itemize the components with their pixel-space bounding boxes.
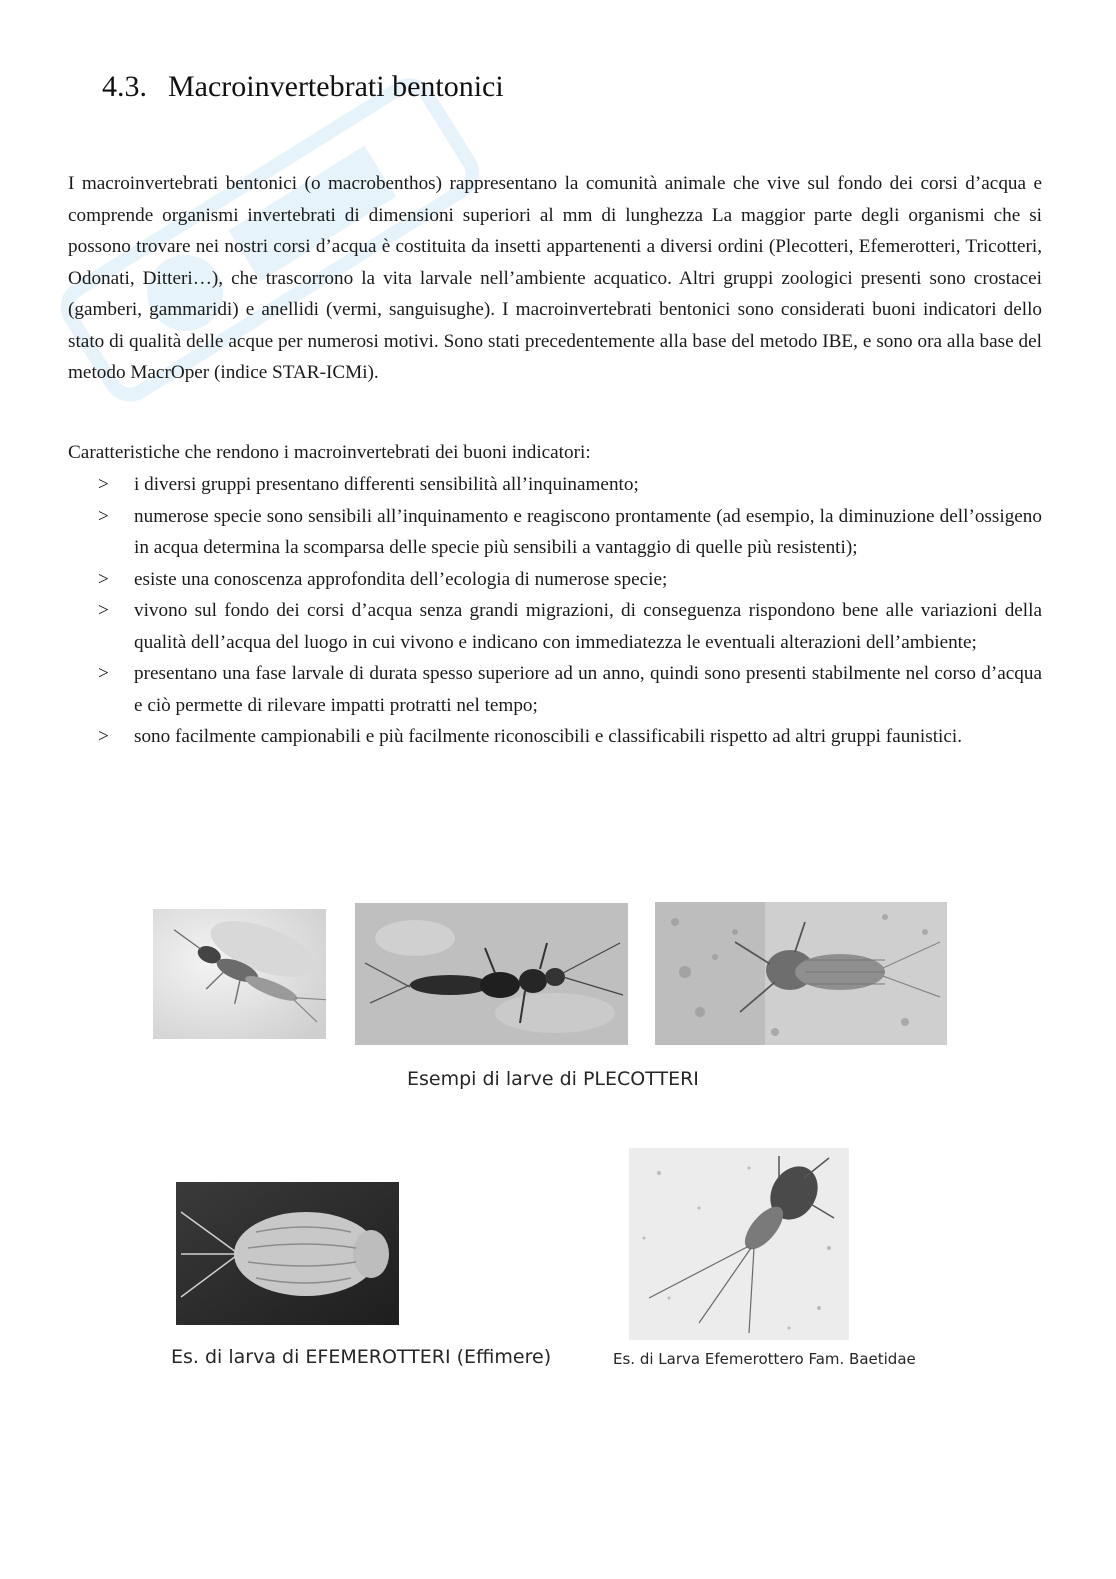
list-item: > vivono sul fondo dei corsi d’acqua senza grandi migrazioni, di conseguenza rispondono bene alle variazioni della qualità dell’acqua del luogo in cui vivono e indicano con immediatezza le eventuali alterazioni dell’ambiente; (68, 595, 1042, 658)
baetidae-photo (629, 1148, 849, 1340)
list-item: > presentano una fase larvale di durata spesso superiore ad un anno, quindi sono presenti stabilmente nel corso d’acqua e ciò permette di rilevare impatti protratti nel tempo; (68, 658, 1042, 721)
efemerottero-photo (176, 1182, 399, 1325)
bullet-marker: > (98, 600, 109, 621)
bullet-marker: > (98, 568, 109, 590)
list-item: > sono facilmente campionabili e più facilmente riconoscibili e classificabili rispetto ad altri gruppi faunistici. (68, 721, 1042, 753)
caption-efemerotteri: Es. di larva di EFEMEROTTERI (Effimere) (171, 1346, 552, 1368)
section-heading (102, 70, 504, 104)
plecottero-photo-2 (355, 903, 628, 1045)
bullet-marker: > (98, 726, 109, 747)
list-item: > i diversi gruppi presentano differenti sensibilità all’inquinamento; (68, 469, 1042, 501)
bullet-marker: > (98, 663, 109, 684)
caption-plecotteri: Esempi di larve di PLECOTTERI (407, 1068, 699, 1090)
plecottero-photo-3 (655, 902, 947, 1045)
section-number: 4.3. (102, 70, 147, 103)
plecottero-photo-1 (153, 909, 326, 1039)
intro-paragraph: I macroinvertebrati bentonici (o macrobenthos) rappresentano la comunità animale che vive sul fondo dei corsi d’acqua e comprende organismi invertebrati di dimensioni superiori al mm di lunghezza La maggior parte degli organismi che si possono trovare nei nostri corsi d’acqua è costituita da insetti appartenenti a diversi ordini (Plecotteri, Efemerotteri, Tricotteri, Odonati, Ditteri…), che trascorrono la vita larvale nell’ambiente acquatico. Altri gruppi zoologici presenti sono crostacei (gamberi, gammaridi) e anellidi (vermi, sanguisughe). I macroinvertebrati bentonici sono considerati buoni indicatori dello stato di qualità delle acque per numerosi motivi. Sono stati precedentemente alla base del metodo IBE, e sono ora alla base del metodo MacrOper (indice STAR-ICMi). (68, 173, 1042, 383)
bullet-marker: > (98, 505, 109, 527)
list-item: > numerose specie sono sensibili all’inquinamento e reagiscono prontamente (ad esempio, la diminuzione dell’ossigeno in acqua determina la scomparsa delle specie più sensibili a vantaggio di quelle più resistenti); (68, 501, 1042, 564)
list-item: > esiste una conoscenza approfondita dell’ecologia di numerose specie; (68, 564, 1042, 596)
bullet-marker: > (98, 474, 109, 495)
section-title: Macroinvertebrati bentonici (168, 70, 504, 103)
list-intro: Caratteristiche che rendono i macroinvertebrati dei buoni indicatori: (68, 442, 591, 463)
caption-baetidae: Es. di Larva Efemerottero Fam. Baetidae (613, 1350, 916, 1368)
indicator-list (68, 469, 1042, 753)
